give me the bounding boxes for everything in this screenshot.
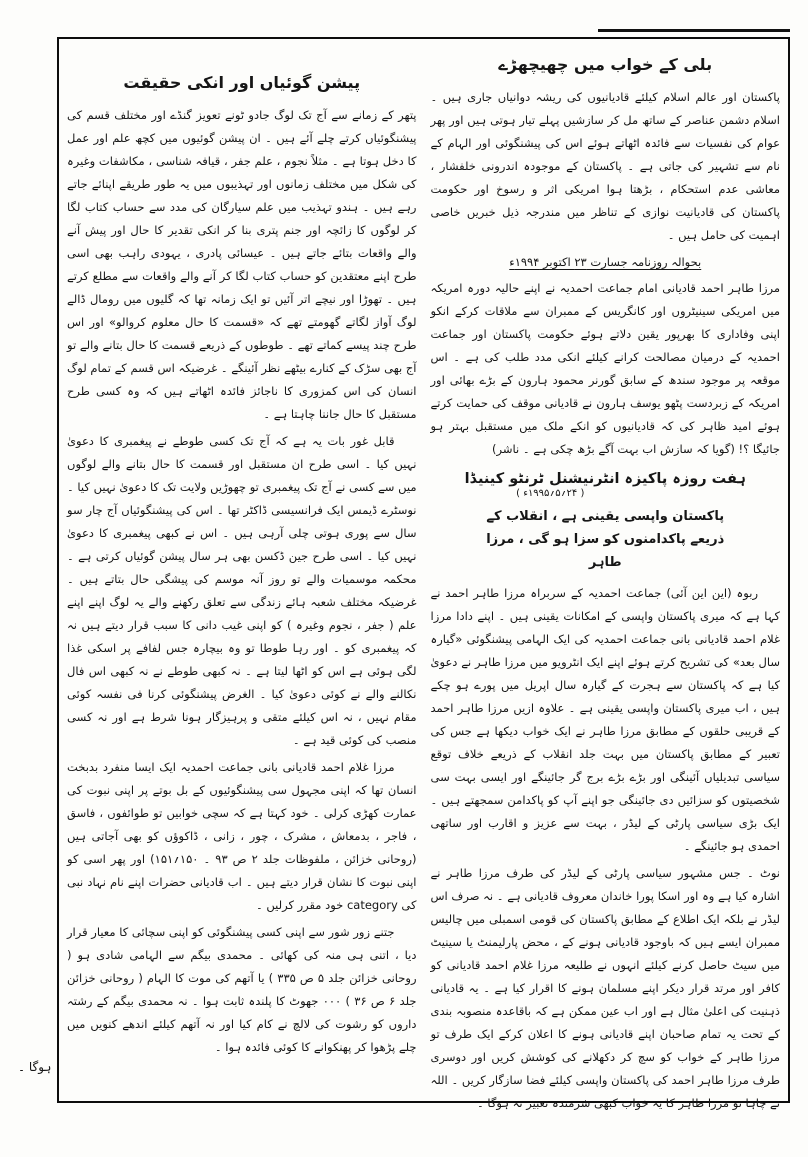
- left-column-article: [67, 51, 417, 1093]
- newspaper-reference-line: بحوالہ روزنامہ جسارت ۲۳ اکتوبر ۱۹۹۴ء: [509, 255, 702, 269]
- left-paragraph-4: جتنے زور شور سے اپنی کسی پیشنگوئی کو اپنی سچائی کا معیار قرار دیا ، اتنی ہی منہ کی کھائی ۔ محمدی بیگم سے الہامی شادی ہو ( روحانی خزائن جلد ۵ ص ۳۳۵ ) یا آتھم کی موت کا الہام ( روحانی خزائن جلد ۶ ص ۳۶ ) ۰۰۰ جھوٹ کا پلندہ ثابت ہوا ۔ نہ محمدی بیگم کے رشتہ داروں کو رشوت کی لالچ نے کام کیا اور نہ آتھم کیلئے اندھے کنویں میں چلے پڑھوا کر پھنکوانے کا کوئی فائدہ ہوا ۔: [67, 925, 417, 1054]
- left-column-heading: پیشن گوئیاں اور انکی حقیقت: [123, 73, 361, 92]
- stray-catchword: ہوگا ۔: [18, 1060, 52, 1074]
- source-publication-title: ہفت روزہ پاکیزہ انٹرنیشنل ٹرنٹو کینیڈا: [464, 471, 746, 487]
- interview-paragraph: ربوہ (این این آئی) جماعت احمدیہ کے سربراہ مرزا طاہر احمد نے کہا ہے کہ میری پاکستان واپسی کے امکانات یقینی ہیں ۔ اپنے دادا مرزا غلام احمد قادیانی بانی جماعت احمدیہ کی ایک الہامی پیشنگوئی «گیارہ سال بعد» کی تشریح کرتے ہوئے اپنے ایک انٹرویو میں مرزا طاہر نے دعویٰ کیا ہے کہ پاکستان سے ہجرت کے گیارہ سال اپریل میں پورے ہو چکے ہیں ، اب میری پاکستان واپسی یقینی ہے ۔ علاوہ ازیں مرزا طاہر احمد کے قریبی حلقوں کے مطابق مرزا طاہر نے ایک خواب دیکھا ہے جس کی تعبیر کے مطابق پاکستان میں بہت جلد انقلاب کے ذریعے خلاف توقع سیاسی تبدیلیاں آئینگی اور بڑے بڑے برج گر جائینگے اور ایسی بہت سی شخصیتوں کو سزائیں دی جائینگی جو اپنے آپ کو پاکدامن سمجھتے ہیں ۔ ایک بڑی سیاسی پارٹی کے لیڈر ، بہت سے عزیز و اقارب اور ساتھی احمدی ہو جائینگے ۔: [430, 586, 780, 853]
- right-column-heading: بلی کے خواب میں چھیچھڑے: [498, 55, 713, 74]
- left-paragraph-3: مرزا غلام احمد قادیانی بانی جماعت احمدیہ ایک ایسا منفرد بدبخت انسان تھا کہ اپنی مجہول سی پیشنگوئیوں کے بل بوتے پر اپنی نبوت کی عمارت کھڑی کرلی ۔ خود کہتا ہے کہ سچی خوابیں تو طوائفوں ، فاسق ، فاجر ، بدمعاش ، مشرک ، چور ، زانی ، ڈاکوؤں کو بھی آجاتی ہیں (روحانی خزائن ، ملفوظات جلد ۲ ص ۹۳ ۔ ۱۵۰؍۱۵۱) اور پھر اسی کو اپنی نبوت کا نشان قرار دیتے ہیں ۔ اب قادیانی حضرات اپنے نام نہاد نبی کی category خود مقرر کرلیں ۔: [67, 760, 417, 912]
- note-paragraph: نوٹ ۔ جس مشہور سیاسی پارٹی کے لیڈر کی طرف مرزا طاہر نے اشارہ کیا ہے وہ اور اسکا پورا خاندان معروف قادیانی ہے ۔ نہ صرف اس لیڈر نے بلکہ ایک اطلاع کے مطابق پاکستان کی قومی اسمبلی میں چالیس ممبران ایسے ہیں کہ باوجود قادیانی ہونے کے ، محض پارلیمنٹ یا سینیٹ میں سیٹ حاصل کرنے کیلئے انہوں نے طلیعہ مرزا غلام احمد قادیانی کو کافر اور مرتد قرار دیکر اپنے مسلمان ہونے کا اقرار کیا ہے ۔ یہ قادیانی ذہنیت کی اعلیٰ مثال ہے اور اب عین ممکن ہے کہ باقاعدہ منصوبہ بندی کے تحت یہ تمام صاحبان اپنے قادیانی ہونے کا اعلان کرکے ایک طرف تو مرزا طاہر کے خواب کو سچ کر دکھلانے کی کوشش کریں اور دوسری طرف مرزا طاہر احمد کی پاکستان واپسی کیلئے فضا سازگار کریں ۔ اللہ نے چاہا تو مرزا طاہر کا یہ خواب کبھی شرمندہ تعبیر نہ ہوگا ۔: [430, 866, 780, 1110]
- left-paragraph-1: پتھر کے زمانے سے آج تک لوگ جادو ٹونے تعویز گنڈے اور مختلف قسم کی پیشنگوئیاں کرتے چلے آئے ہیں ۔ ان پیشن گوئیوں میں کچھ علم اور عمل کا دخل ہوتا ہے ۔ مثلاً نجوم ، علم جفر ، قیافہ شناسی ، مکاشفات وغیرہ کی شکل میں مختلف زمانوں اور تہذیبوں میں یہ طور طریقے اپنائے جاتے رہے ہیں ۔ ہندو تہذیب میں علم سیارگان کی مدد سے حساب کتاب لگا کر لوگوں کا زائچہ اور جنم پتری بنا کر انکی تقدیر کا حال اور پیش آنے والے واقعات بتائے جاتے ہیں ۔ عیسائی پادری ، یہودی راہب بھی اسی طرح اپنے معتقدین کو حساب کتاب لگا کر آنے والے واقعات سے مطلع کرتے ہیں ۔ تھوڑا اور نیچے اتر آئیں تو ایک زمانہ تھا کہ گلیوں میں رومال ڈالے لوگ آواز لگاتے گھومتے تھے کہ «قسمت کا حال معلوم کروالو» اور اس طرح چند پیسے کماتے تھے ۔ طوطوں کے ذریعے قسمت کا حال بتانے والے تو آج بھی سڑک کے کنارے بیٹھے نظر آئینگے ۔ غرضیکہ اس قسم کے تمام لوگ انسان کی اس کمزوری کا ناجائز فائدہ اٹھاتے ہیں کہ وہ کسی طرح مستقبل کا حال جاننا چاہتا ہے ۔: [67, 108, 417, 421]
- left-paragraph-2: قابل غور بات یہ ہے کہ آج تک کسی طوطے نے پیغمبری کا دعویٰ نہیں کیا ۔ اسی طرح ان مستقبل اور قسمت کا حال بتانے والے لوگوں میں سے کسی نے آج تک پیغمبری تو چھوڑیں ولایت تک کا دعویٰ نہیں کیا ۔ نوسٹرے ڈیمس ایک فرانسیسی ڈاکٹر تھا ۔ اس کی پیشنگوئیاں آج چار سو سال سے پوری ہوتی چلی آرہی ہیں ۔ اس نے کبھی پیغمبری کا دعویٰ نہیں کیا ۔ اسی طرح جین ڈکسن بھی ہر سال پیشن گوئیاں کرتی ہے ۔ محکمہ موسمیات والے تو روز آنہ موسم کی پیشگی حال بتاتے ہیں ۔ غرضیکہ مختلف شعبہ ہائے زندگی سے تعلق رکھنے والے یہ لوگ اپنے اپنے علم ( جفر ، نجوم وغیرہ ) کو اپنی غیب دانی کا سبب قرار دیتے ہیں نہ کہ پیغمبری کو ۔ اور رہا طوطا تو وہ بیچارہ جس لفافے پر اسکی غذا لگی ہوئی ہے اس کو اٹھا لیتا ہے ۔ نہ کبھی طوطے نے نہ کبھی اس فال نکالنے والے نے کوئی دعویٰ کیا ۔ الغرض پیشنگوئی کرنا فی نفسہ کوئی مقام نہیں ، نہ اس کیلئے متقی و پرہیزگار ہونا شرط ہے اور نہ کسی منصب کی کوئی قید ہے ۔: [67, 434, 417, 747]
- right-intro-paragraph: پاکستان اور عالم اسلام کیلئے قادیانیوں کی ریشہ دوانیاں جاری ہیں ۔ اسلام دشمن عناصر کے ساتھ مل کر سازشیں پہلے تیار ہوتی ہیں اور پھر عوام کی نفسیات سے فائدہ اٹھاتے ہوئے اس کی پیشنگوئی اور الہام کے نام سے تشہیر کی جاتی ہے ۔ پاکستان کے موجودہ اندرونی خلفشار ، معاشی عدم استحکام ، بڑھتا ہوا امریکی اثر و رسوخ اور حکومت پاکستان کی قادیانیت نوازی کے تناظر میں مندرجہ ذیل خبریں خاصی اہمیت کی حامل ہیں ۔: [430, 90, 780, 242]
- news-subheading: پاکستان واپسی یقینی ہے ، انقلاب کے ذریعے پاکدامنوں کو سزا ہو گی ، مرزا طاہر: [486, 509, 725, 570]
- page-border-frame: [57, 37, 790, 1110]
- source-publication-date: ( ۲۴؍۵؍۱۹۹۵ء ): [516, 488, 585, 499]
- news-paragraph: مرزا طاہر احمد قادیانی امام جماعت احمدیہ نے اپنے حالیہ دورہ امریکہ میں امریکی سینیٹروں اور کانگریس کے ممبران سے ملاقات کرکے انکو اپنی وفاداری کا بھرپور یقین دلاتے ہوئے حکومت پاکستان اور جماعت احمدیہ کے درمیان مصالحت کرانے کیلئے انکی مدد طلب کی ہے ۔ اس موقعہ پر موجود سندھ کے سابق گورنر محمود ہارون کے بڑے بھائی اور امریکہ کے زبردست پٹھو یوسف ہارون نے قادیانی موقف کی حمایت کرتے ہوئے امید ظاہر کی کہ قادیانیوں کو انکے ملک میں مستقبل بہتر ہو جائیگا ؟! (گویا کہ سازش اب بہت آگے بڑھ چکی ہے ۔ ناشر): [430, 281, 780, 456]
- right-column-article: [430, 51, 781, 1110]
- two-column-layout: [59, 39, 788, 1110]
- scan-artifact-line-top: [598, 29, 790, 32]
